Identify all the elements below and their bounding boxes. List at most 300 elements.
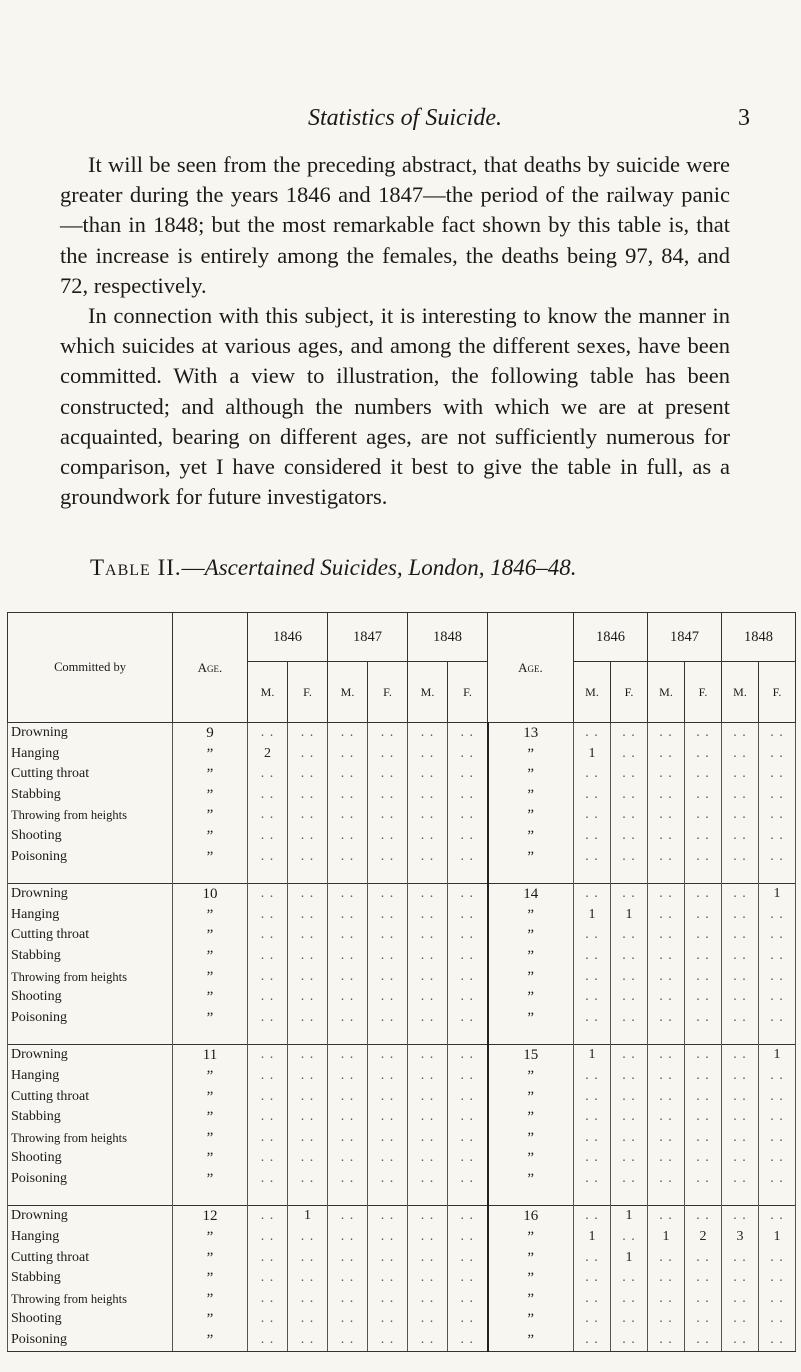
value-cell <box>368 785 408 806</box>
value-cell <box>722 1148 759 1169</box>
value-cell <box>611 1309 648 1330</box>
value-cell <box>408 744 448 765</box>
age-cell: 14 <box>488 884 574 905</box>
value-cell <box>574 925 611 946</box>
value-cell <box>248 1008 288 1029</box>
age-cell: ” <box>173 1087 248 1108</box>
value-cell <box>574 1169 611 1190</box>
value-cell <box>408 1148 448 1169</box>
value-cell <box>759 1087 796 1108</box>
value-cell <box>368 723 408 744</box>
method-cell: Hanging <box>8 1227 173 1248</box>
age-cell: ” <box>488 925 574 946</box>
value-cell <box>448 1309 488 1330</box>
value-cell <box>328 1206 368 1227</box>
value-cell <box>648 723 685 744</box>
year-header: 1846 <box>574 613 648 662</box>
value-cell <box>685 1148 722 1169</box>
table-row <box>8 905 796 926</box>
method-cell: Throwing from heights <box>8 805 173 826</box>
table-row <box>8 1248 796 1269</box>
table-body <box>8 723 796 1352</box>
value-cell: 1 <box>759 1045 796 1066</box>
value-cell <box>611 1008 648 1029</box>
age-cell: ” <box>173 1107 248 1128</box>
value-cell <box>685 905 722 926</box>
value-cell <box>759 1206 796 1227</box>
value-cell <box>448 967 488 988</box>
age-cell: ” <box>488 1087 574 1108</box>
method-cell: Drowning <box>8 1206 173 1227</box>
value-cell <box>611 884 648 905</box>
value-cell <box>722 744 759 765</box>
age-cell: 15 <box>488 1045 574 1066</box>
sex-header: F. <box>685 662 722 723</box>
value-cell <box>574 785 611 806</box>
page-header <box>60 105 750 145</box>
table-row <box>8 744 796 765</box>
value-cell <box>685 1248 722 1269</box>
value-cell <box>448 1087 488 1108</box>
table-row <box>8 1268 796 1289</box>
value-cell <box>408 1066 448 1087</box>
value-cell <box>248 946 288 967</box>
paragraph: It will be seen from the preceding abstract, that deaths by suicide were greater during the years 1846 and 1847—the period of the railway panic—than in 1848; but the most remarkable fact shown by this table is, that the increase is entirely among the females, the deaths being 97, 84, and 72, respectively. <box>60 152 730 298</box>
value-cell <box>248 1169 288 1190</box>
value-cell <box>648 805 685 826</box>
value-cell <box>328 1309 368 1330</box>
value-cell <box>685 967 722 988</box>
table-row <box>8 764 796 785</box>
table-row <box>8 1045 796 1066</box>
value-cell <box>448 1227 488 1248</box>
method-cell: Shooting <box>8 1148 173 1169</box>
value-cell <box>759 785 796 806</box>
age-cell: 9 <box>173 723 248 744</box>
value-cell <box>368 764 408 785</box>
method-cell: Throwing from heights <box>8 1289 173 1310</box>
table-row <box>8 1309 796 1330</box>
value-cell <box>328 785 368 806</box>
value-cell <box>408 1169 448 1190</box>
age-cell: 13 <box>488 723 574 744</box>
method-cell: Throwing from heights <box>8 1128 173 1149</box>
age-cell: ” <box>173 905 248 926</box>
value-cell <box>248 723 288 744</box>
value-cell: 1 <box>574 1227 611 1248</box>
value-cell <box>722 1289 759 1310</box>
age-cell: ” <box>173 1330 248 1351</box>
value-cell <box>722 826 759 847</box>
value-cell <box>611 847 648 868</box>
value-cell <box>611 925 648 946</box>
value-cell <box>328 764 368 785</box>
age-cell: ” <box>173 847 248 868</box>
value-cell <box>248 1087 288 1108</box>
age-cell: ” <box>488 744 574 765</box>
age-cell: ” <box>173 826 248 847</box>
value-cell <box>759 1289 796 1310</box>
age-cell: ” <box>488 1128 574 1149</box>
sex-header: M. <box>408 662 448 723</box>
value-cell <box>328 826 368 847</box>
table-row <box>8 1008 796 1029</box>
value-cell <box>722 1087 759 1108</box>
value-cell <box>648 847 685 868</box>
value-cell <box>611 1087 648 1108</box>
value-cell <box>685 723 722 744</box>
age-cell: ” <box>488 1227 574 1248</box>
age-cell: ” <box>173 1169 248 1190</box>
value-cell <box>759 1128 796 1149</box>
table-row <box>8 946 796 967</box>
sex-header: F. <box>759 662 796 723</box>
age-cell: ” <box>173 946 248 967</box>
value-cell: 1 <box>648 1227 685 1248</box>
value-cell <box>288 905 328 926</box>
age-cell: ” <box>173 1268 248 1289</box>
value-cell <box>759 847 796 868</box>
sex-header: M. <box>574 662 611 723</box>
value-cell <box>288 805 328 826</box>
value-cell <box>368 1248 408 1269</box>
value-cell <box>574 1148 611 1169</box>
value-cell <box>408 987 448 1008</box>
value-cell <box>248 1128 288 1149</box>
age-cell: ” <box>173 1066 248 1087</box>
value-cell <box>611 1268 648 1289</box>
value-cell <box>648 1309 685 1330</box>
value-cell <box>648 785 685 806</box>
sex-header: F. <box>288 662 328 723</box>
value-cell <box>288 744 328 765</box>
value-cell: 1 <box>759 1227 796 1248</box>
value-cell <box>328 925 368 946</box>
value-cell <box>611 723 648 744</box>
value-cell <box>685 826 722 847</box>
value-cell <box>368 847 408 868</box>
age-cell: ” <box>173 1309 248 1330</box>
value-cell <box>328 805 368 826</box>
value-cell <box>611 764 648 785</box>
value-cell <box>574 987 611 1008</box>
value-cell <box>328 884 368 905</box>
age-cell: ” <box>173 925 248 946</box>
value-cell <box>722 785 759 806</box>
value-cell <box>328 1248 368 1269</box>
method-cell: Hanging <box>8 905 173 926</box>
value-cell <box>288 1330 328 1351</box>
value-cell <box>328 946 368 967</box>
value-cell <box>368 1330 408 1351</box>
method-cell: Stabbing <box>8 1107 173 1128</box>
value-cell <box>448 723 488 744</box>
value-cell <box>611 1289 648 1310</box>
age-cell: ” <box>173 1289 248 1310</box>
value-cell <box>408 1206 448 1227</box>
value-cell <box>368 1045 408 1066</box>
value-cell <box>288 967 328 988</box>
value-cell <box>759 905 796 926</box>
value-cell <box>288 1248 328 1269</box>
value-cell <box>648 1268 685 1289</box>
method-cell: Cutting throat <box>8 1248 173 1269</box>
value-cell <box>648 1206 685 1227</box>
value-cell <box>759 1309 796 1330</box>
value-cell <box>288 785 328 806</box>
table-row <box>8 1289 796 1310</box>
value-cell <box>574 884 611 905</box>
table-row <box>8 1227 796 1248</box>
method-cell: Shooting <box>8 987 173 1008</box>
value-cell <box>288 1227 328 1248</box>
value-cell <box>759 1330 796 1351</box>
value-cell <box>648 1087 685 1108</box>
value-cell <box>759 744 796 765</box>
table-row <box>8 1107 796 1128</box>
value-cell <box>611 744 648 765</box>
value-cell <box>408 826 448 847</box>
value-cell <box>248 1206 288 1227</box>
value-cell <box>248 1330 288 1351</box>
value-cell <box>448 744 488 765</box>
value-cell <box>685 1066 722 1087</box>
value-cell <box>408 847 448 868</box>
method-cell: Poisoning <box>8 1330 173 1351</box>
value-cell <box>759 967 796 988</box>
value-cell <box>288 723 328 744</box>
value-cell <box>611 1107 648 1128</box>
value-cell <box>722 1206 759 1227</box>
value-cell <box>408 1330 448 1351</box>
value-cell <box>408 1087 448 1108</box>
value-cell: 1 <box>759 884 796 905</box>
value-cell <box>368 1309 408 1330</box>
value-cell <box>648 987 685 1008</box>
value-cell <box>759 723 796 744</box>
value-cell <box>328 847 368 868</box>
value-cell <box>448 1248 488 1269</box>
value-cell <box>611 1330 648 1351</box>
age-cell: ” <box>173 1008 248 1029</box>
value-cell <box>288 764 328 785</box>
method-cell: Stabbing <box>8 785 173 806</box>
value-cell <box>574 805 611 826</box>
sex-header: M. <box>648 662 685 723</box>
age-cell: ” <box>488 967 574 988</box>
age-cell: ” <box>488 847 574 868</box>
sex-header: M. <box>248 662 288 723</box>
value-cell <box>574 723 611 744</box>
age-cell: ” <box>488 905 574 926</box>
value-cell <box>368 1169 408 1190</box>
method-cell: Hanging <box>8 1066 173 1087</box>
value-cell <box>408 1289 448 1310</box>
value-cell <box>574 967 611 988</box>
table-row <box>8 785 796 806</box>
year-header: 1847 <box>328 613 408 662</box>
value-cell <box>248 925 288 946</box>
value-cell <box>288 1148 328 1169</box>
age-cell: ” <box>488 805 574 826</box>
age-cell: ” <box>173 805 248 826</box>
value-cell <box>685 1107 722 1128</box>
age-cell: ” <box>488 1248 574 1269</box>
method-cell: Stabbing <box>8 946 173 967</box>
value-cell <box>611 967 648 988</box>
age-cell: ” <box>173 1128 248 1149</box>
value-cell <box>685 764 722 785</box>
value-cell <box>448 1107 488 1128</box>
value-cell <box>722 847 759 868</box>
value-cell <box>328 1107 368 1128</box>
group-spacer <box>8 1028 796 1045</box>
group-spacer <box>8 1189 796 1206</box>
value-cell <box>722 1066 759 1087</box>
value-cell: 2 <box>685 1227 722 1248</box>
value-cell <box>248 1309 288 1330</box>
value-cell <box>574 1206 611 1227</box>
value-cell <box>288 1169 328 1190</box>
age-cell: ” <box>488 785 574 806</box>
paragraph: In connection with this subject, it is interesting to know the manner in which suicides at various ages, and among the different sexes, have been committed. With a view to illustration, the following table has been constructed; and although the numbers with which we are at present acquainted, bearing on different ages, are not sufficiently numerous for comparison, yet I have considered it best to give the table in full, as a groundwork for future investigators. <box>60 303 730 510</box>
value-cell <box>408 1268 448 1289</box>
value-cell <box>685 744 722 765</box>
value-cell <box>408 805 448 826</box>
table-row <box>8 1087 796 1108</box>
age-cell: ” <box>488 987 574 1008</box>
age-cell: ” <box>173 967 248 988</box>
value-cell <box>448 805 488 826</box>
age-cell: ” <box>488 764 574 785</box>
value-cell <box>408 925 448 946</box>
value-cell <box>368 826 408 847</box>
value-cell <box>574 1248 611 1269</box>
value-cell <box>574 1330 611 1351</box>
table-row <box>8 1066 796 1087</box>
value-cell <box>722 946 759 967</box>
value-cell <box>328 1045 368 1066</box>
value-cell <box>448 884 488 905</box>
value-cell <box>248 987 288 1008</box>
value-cell <box>648 1066 685 1087</box>
value-cell <box>408 723 448 744</box>
value-cell <box>328 1330 368 1351</box>
value-cell <box>368 967 408 988</box>
value-cell <box>648 884 685 905</box>
value-cell <box>722 1248 759 1269</box>
age-cell: ” <box>488 1066 574 1087</box>
method-cell: Poisoning <box>8 1008 173 1029</box>
value-cell <box>722 925 759 946</box>
value-cell <box>248 1289 288 1310</box>
value-cell <box>685 1045 722 1066</box>
table-row <box>8 805 796 826</box>
value-cell <box>685 1206 722 1227</box>
value-cell <box>759 805 796 826</box>
value-cell <box>611 785 648 806</box>
sex-header: F. <box>448 662 488 723</box>
value-cell <box>368 1148 408 1169</box>
value-cell <box>759 946 796 967</box>
value-cell <box>574 1309 611 1330</box>
value-cell <box>448 1045 488 1066</box>
age-cell: ” <box>173 744 248 765</box>
table-row <box>8 987 796 1008</box>
value-cell <box>288 1268 328 1289</box>
value-cell <box>574 1128 611 1149</box>
value-cell <box>408 884 448 905</box>
value-cell <box>368 1268 408 1289</box>
value-cell <box>759 1008 796 1029</box>
value-cell <box>574 1087 611 1108</box>
age-cell: ” <box>173 1227 248 1248</box>
method-cell: Cutting throat <box>8 925 173 946</box>
value-cell <box>328 987 368 1008</box>
suicide-table <box>7 612 796 1352</box>
year-header: 1848 <box>722 613 796 662</box>
year-header: 1846 <box>248 613 328 662</box>
group-spacer <box>8 867 796 884</box>
value-cell <box>648 764 685 785</box>
value-cell <box>759 1107 796 1128</box>
value-cell <box>759 925 796 946</box>
age-cell: 16 <box>488 1206 574 1227</box>
method-cell: Drowning <box>8 723 173 744</box>
value-cell <box>611 805 648 826</box>
method-cell: Shooting <box>8 1309 173 1330</box>
age-cell: ” <box>488 826 574 847</box>
value-cell <box>722 1128 759 1149</box>
value-cell <box>685 1169 722 1190</box>
value-cell <box>722 987 759 1008</box>
value-cell <box>408 1309 448 1330</box>
value-cell <box>648 1289 685 1310</box>
value-cell <box>408 1045 448 1066</box>
age-cell: ” <box>488 1107 574 1128</box>
value-cell <box>648 1128 685 1149</box>
value-cell <box>288 1309 328 1330</box>
value-cell <box>368 744 408 765</box>
value-cell <box>648 925 685 946</box>
value-cell <box>328 1169 368 1190</box>
value-cell: 1 <box>574 1045 611 1066</box>
age-cell: ” <box>173 987 248 1008</box>
value-cell <box>408 1128 448 1149</box>
sex-header: F. <box>611 662 648 723</box>
table-row <box>8 1128 796 1149</box>
method-cell: Shooting <box>8 826 173 847</box>
value-cell <box>685 847 722 868</box>
value-cell <box>722 1169 759 1190</box>
value-cell <box>368 987 408 1008</box>
value-cell <box>288 1087 328 1108</box>
value-cell <box>328 1227 368 1248</box>
value-cell <box>248 1107 288 1128</box>
value-cell <box>448 1128 488 1149</box>
table-title: Ascertained Suicides, London, 1846–48. <box>204 555 577 580</box>
value-cell <box>248 905 288 926</box>
table-row <box>8 826 796 847</box>
age-cell: 11 <box>173 1045 248 1066</box>
table-row <box>8 925 796 946</box>
value-cell <box>722 1107 759 1128</box>
value-cell <box>448 905 488 926</box>
value-cell <box>611 1066 648 1087</box>
value-cell <box>368 946 408 967</box>
value-cell <box>328 1289 368 1310</box>
value-cell <box>448 925 488 946</box>
